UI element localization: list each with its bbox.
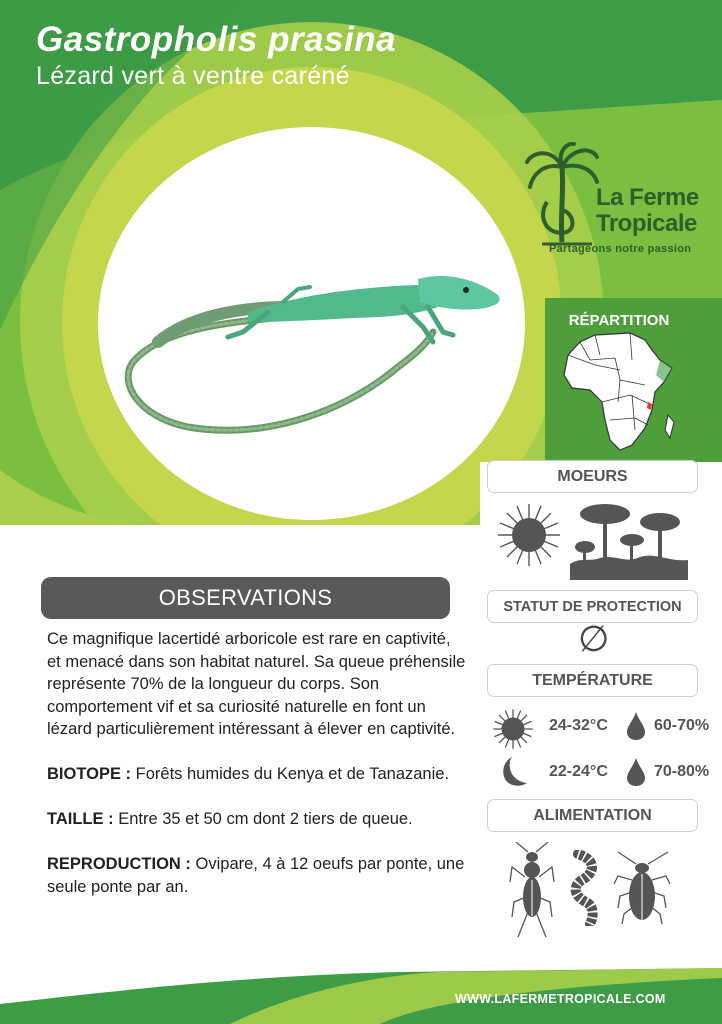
biotope-paragraph — [47, 763, 467, 786]
reproduction-label: REPRODUCTION : — [47, 855, 191, 873]
repartition-label: RÉPARTITION — [568, 312, 670, 329]
forest-icon — [570, 502, 688, 580]
day-temperature: 24-32°C — [549, 717, 608, 734]
reproduction-paragraph — [47, 853, 467, 898]
statut-value: ∅ — [578, 619, 610, 660]
night-temperature: 22-24°C — [549, 763, 608, 780]
lizard-illustration — [98, 127, 525, 520]
footer-website-link[interactable]: WWW.LAFERMETROPICALE.COM — [455, 992, 666, 1006]
alimentation-label: ALIMENTATION — [487, 799, 698, 832]
taille-value: Entre 35 et 50 cm dont 2 tiers de queue. — [118, 810, 413, 828]
logo-line-2: Tropicale — [596, 210, 697, 237]
moeurs-label: MOEURS — [487, 460, 698, 493]
biotope-value: Forêts humides du Kenya et de Tanazanie. — [135, 765, 450, 783]
reproduction-value: Ovipare, 4 à 12 oeufs par ponte, une seule ponte par an. — [47, 855, 465, 896]
night-humidity-drop-icon — [625, 757, 647, 787]
observations-title: OBSERVATIONS — [41, 577, 450, 619]
temperature-label: TEMPÉRATURE — [487, 664, 698, 697]
sun-icon — [496, 502, 562, 568]
statut-protection-label: STATUT DE PROTECTION — [487, 590, 698, 623]
logo-tagline: Partageons notre passion — [549, 243, 692, 255]
day-humidity-drop-icon — [625, 711, 647, 741]
common-name: Lézard vert à ventre caréné — [36, 62, 350, 90]
worm-icon — [568, 850, 602, 926]
night-humidity: 70-80% — [654, 763, 710, 780]
observations-description: Ce magnifique lacertidé arboricole est rare en captivité, et menacé dans son habitat naturel. Sa queue préhensile représente 70% de la longueur du corps. Son comportement vif et sa curiosité naturelle en font un lézard particulièrement intéressant à élever en captivité. — [47, 630, 466, 738]
biotope-label: BIOTOPE : — [47, 765, 132, 783]
observations-text — [47, 628, 467, 921]
taille-paragraph — [47, 808, 467, 831]
day-humidity: 60-70% — [654, 717, 710, 734]
moon-icon — [498, 755, 530, 789]
cockroach-icon — [612, 850, 672, 928]
taille-label: TAILLE : — [47, 810, 114, 828]
lizard-photo — [98, 127, 525, 520]
logo-line-1: La Ferme — [596, 184, 699, 211]
day-sun-icon — [492, 708, 534, 750]
cricket-icon — [508, 842, 556, 940]
scientific-name: Gastropholis prasina — [36, 20, 397, 59]
africa-map-icon — [560, 330, 680, 455]
